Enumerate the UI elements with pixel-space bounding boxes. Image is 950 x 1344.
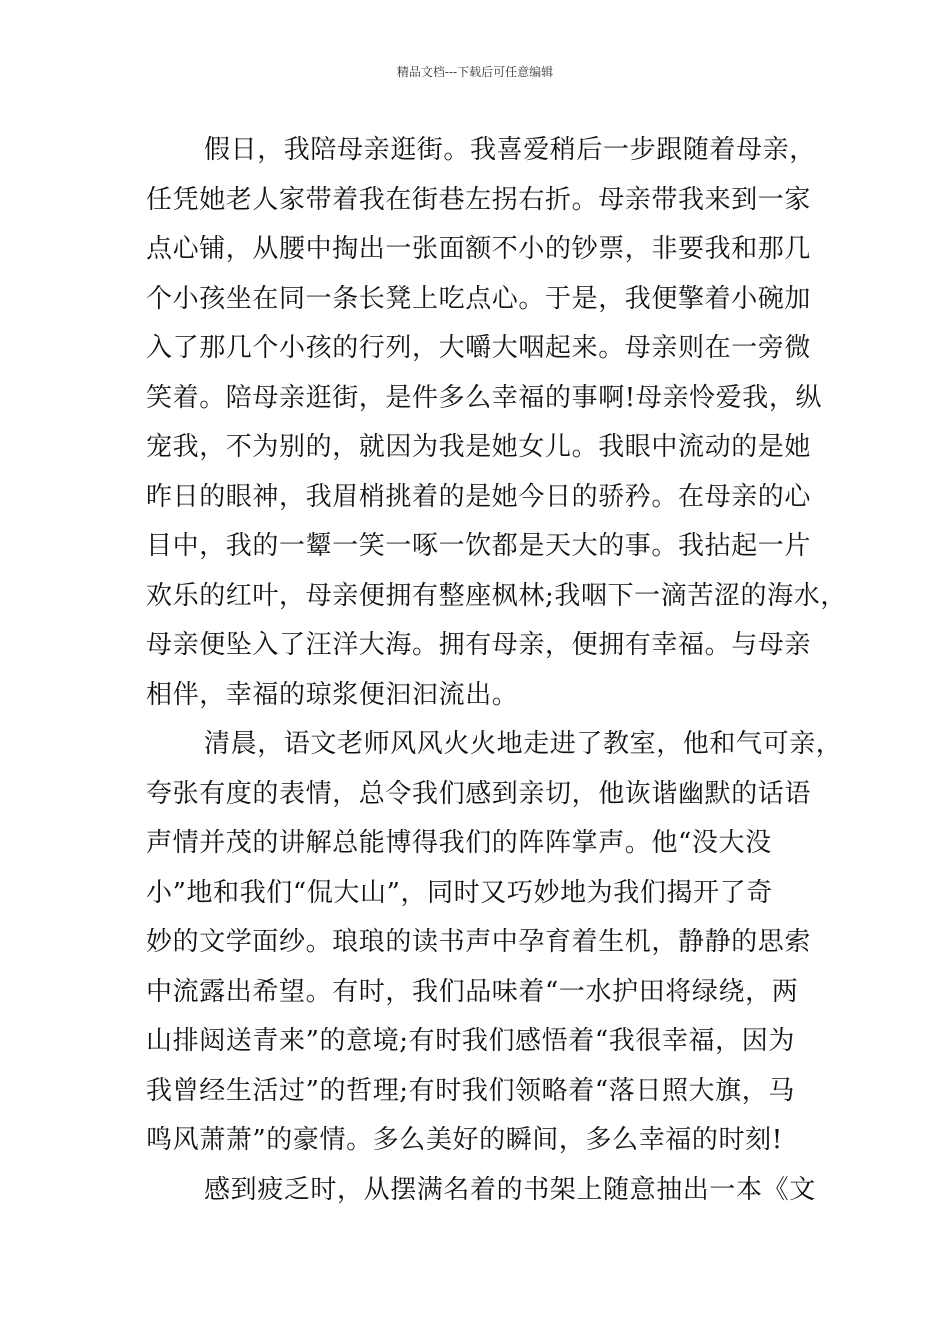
- text-line: 笑着。陪母亲逛街，是件多么幸福的事啊!母亲怜爱我，纵: [146, 382, 823, 413]
- paragraph-3: [146, 1166, 836, 1216]
- page-header: 精品文档---下载后可任意编辑: [396, 65, 554, 79]
- text-line: 夸张有度的表情，总令我们感到亲切，他诙谐幽默的话语: [146, 778, 812, 809]
- text-line: 清晨，语文老师风风火火地走进了教室，他和气可亲，: [204, 729, 843, 759]
- text-line: 鸣风萧萧”的豪情。多么美好的瞬间，多么幸福的时刻!: [146, 1125, 783, 1155]
- text-line: 任凭她老人家带着我在街巷左拐右折。母亲带我来到一家: [146, 184, 812, 215]
- text-line: 个小孩坐在同一条长凳上吃点心。于是，我便擎着小碗加: [146, 283, 812, 314]
- text-line: 母亲便坠入了汪洋大海。拥有母亲，便拥有幸福。与母亲: [146, 630, 812, 660]
- text-line: 小”地和我们“侃大山”，同时又巧妙地为我们揭开了奇: [146, 877, 773, 908]
- paragraph-1: [146, 126, 847, 720]
- text-line: 相伴，幸福的琼浆便汩汩流出。: [146, 679, 519, 710]
- text-line: 宠我，不为别的，就因为我是她女儿。我眼中流动的是她: [146, 432, 812, 462]
- text-line: 欢乐的红叶，母亲便拥有整座枫林;我咽下一滴苦涩的海水，: [146, 580, 847, 611]
- text-line: 入了那几个小孩的行列，大嚼大咽起来。母亲则在一旁微: [146, 333, 812, 363]
- text-line: 假日，我陪母亲逛街。我喜爱稍后一步跟随着母亲，: [204, 135, 816, 165]
- paragraph-2: [146, 720, 843, 1166]
- text-line: 昨日的眼神，我眉梢挑着的是她今日的骄矜。在母亲的心: [146, 481, 812, 512]
- text-line: 妙的文学面纱。琅琅的读书声中孕育着生机，静静的思索: [146, 927, 812, 957]
- text-line: 感到疲乏时，从摆满名着的书架上随意抽出一本《文: [204, 1174, 816, 1205]
- document-body: [146, 126, 847, 1215]
- text-line: 点心铺，从腰中掏出一张面额不小的钞票，非要我和那几: [146, 234, 812, 264]
- text-line: 声情并茂的讲解总能博得我们的阵阵掌声。他“没大没: [146, 828, 772, 858]
- text-line: 我曾经生活过”的哲理;有时我们领略着“落日照大旗，马: [146, 1075, 795, 1106]
- text-line: 中流露出希望。有时，我们品味着“一水护田将绿绕，两: [146, 976, 799, 1007]
- text-line: 山排闼送青来”的意境;有时我们感悟着“我很幸福，因为: [146, 1026, 795, 1056]
- text-line: 目中，我的一颦一笑一啄一饮都是天大的事。我拈起一片: [146, 531, 812, 561]
